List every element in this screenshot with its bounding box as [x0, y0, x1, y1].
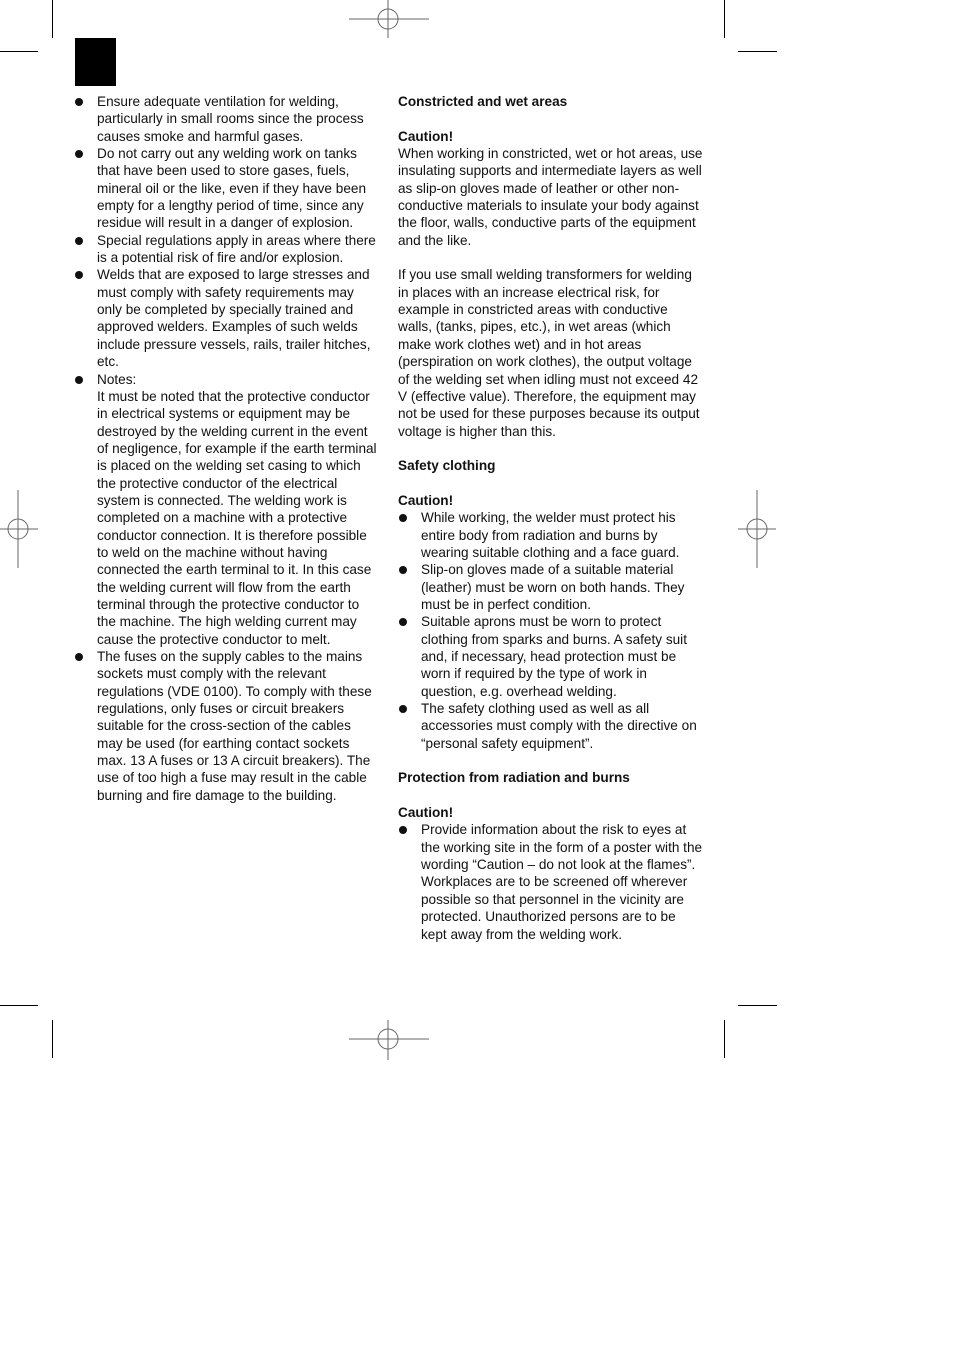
constricted-paragraph-2: If you use small welding transformers for welding in places with an increase electrical risk, for example in constricted areas with conductive walls, (tanks, pipes, etc.), in wet areas (which make work clothes wet) and in hot areas (perspiration on work clothes), the output voltage of the welding set when idling must not exceed 42 V (effective value). Therefore, the equipment may not be used for these purposes because its output voltage is higher than this.	[398, 267, 700, 439]
list-item	[74, 371, 380, 649]
crop-mark-top-left-h	[0, 51, 38, 52]
crop-mark-bottom-right-h	[738, 1005, 777, 1006]
list-item: Special regulations apply in areas where there is a potential risk of fire and/or explosion.	[74, 232, 380, 267]
crop-mark-top-right-h	[738, 51, 777, 52]
crop-mark-top-right-v	[724, 0, 725, 38]
list-item: The safety clothing used as well as all accessories must comply with the directive on “personal safety equipment”.	[398, 700, 704, 752]
registration-mark-top-icon	[349, 0, 429, 40]
left-bullet-list	[74, 93, 380, 804]
list-item: Ensure adequate ventilation for welding, particularly in small rooms since the process causes smoke and harmful gases.	[74, 93, 380, 145]
caution-label: Caution!	[398, 492, 454, 508]
notes-label: Notes:	[97, 371, 137, 387]
list-item: Do not carry out any welding work on tanks that have been used to store gases, fuels, mineral oil or the like, even if they have been empty for a lengthy period of time, since any residue will result in a danger of explosion.	[74, 145, 380, 232]
list-item: Provide information about the risk to eyes at the working site in the form of a poster with the wording “Caution – do not look at the flames”. Workplaces are to be screened off wherever possible so that personnel in the vicinity are protected. Unauthorized persons are to be kept away from the welding work.	[398, 821, 704, 942]
list-item: Slip-on gloves made of a suitable material (leather) must be worn on both hands. They must be in perfect condition.	[398, 561, 704, 613]
crop-mark-top-left-v	[52, 0, 53, 38]
caution-label: Caution!	[398, 805, 454, 821]
section-heading-radiation: Protection from radiation and burns	[398, 770, 630, 786]
list-item: The fuses on the supply cables to the mains sockets must comply with the relevant regulations (VDE 0100). To comply with these regulations, only fuses or circuit breakers suitable for the cross-section of the cables may be used (for earthing contact sockets max. 13 A fuses or 13 A circuit breakers). The use of too high a fuse may result in the cable burning and fire damage to the building.	[74, 648, 380, 804]
right-column	[398, 93, 704, 943]
section-heading-constricted: Constricted and wet areas	[398, 94, 568, 109]
list-item: Suitable aprons must be worn to protect clothing from sparks and burns. A safety suit and, if necessary, head protection must be worn if required by the type of work in question, e.g. overhead welding.	[398, 613, 704, 700]
section-heading-safety-clothing: Safety clothing	[398, 458, 496, 474]
registration-mark-left-icon	[0, 490, 40, 568]
language-tab-marker	[75, 38, 116, 86]
crop-mark-bottom-left-v	[52, 1020, 53, 1058]
crop-mark-bottom-left-h	[0, 1005, 38, 1006]
registration-mark-right-icon	[738, 490, 778, 568]
radiation-list	[398, 821, 704, 942]
list-item: Welds that are exposed to large stresses and must comply with safety requirements may only be completed by specially trained and approved welders. Examples of such welds include pressure vessels, rails, trailer hitches, etc.	[74, 266, 380, 370]
registration-mark-bottom-icon	[349, 1020, 429, 1060]
notes-text: It must be noted that the protective conductor in electrical systems or equipment may be destroyed by the welding current in the event of negligence, for example if the earth terminal is placed on the welding set casing to which the protective conductor of the electrical system is connected. The welding work is completed on a machine with a protective conductor connection. It is therefore possible to weld on the machine without having connected the earth terminal to it. In this case the welding current will flow from the earth terminal through the protective conductor to the machine. The high welding current may cause the protective conductor to melt.	[97, 388, 377, 647]
caution-label: Caution!	[398, 128, 454, 144]
left-column	[74, 93, 380, 804]
constricted-paragraph-1: When working in constricted, wet or hot areas, use insulating supports and intermediate layers as well as slip-on gloves made of leather or other non-conductive materials to insulate your body against the floor, walls, conductive parts of the equipment and the like.	[398, 146, 703, 248]
safety-clothing-list	[398, 509, 704, 752]
list-item: While working, the welder must protect his entire body from radiation and burns by wearing suitable clothing and a face guard.	[398, 509, 704, 561]
crop-mark-bottom-right-v	[724, 1020, 725, 1058]
